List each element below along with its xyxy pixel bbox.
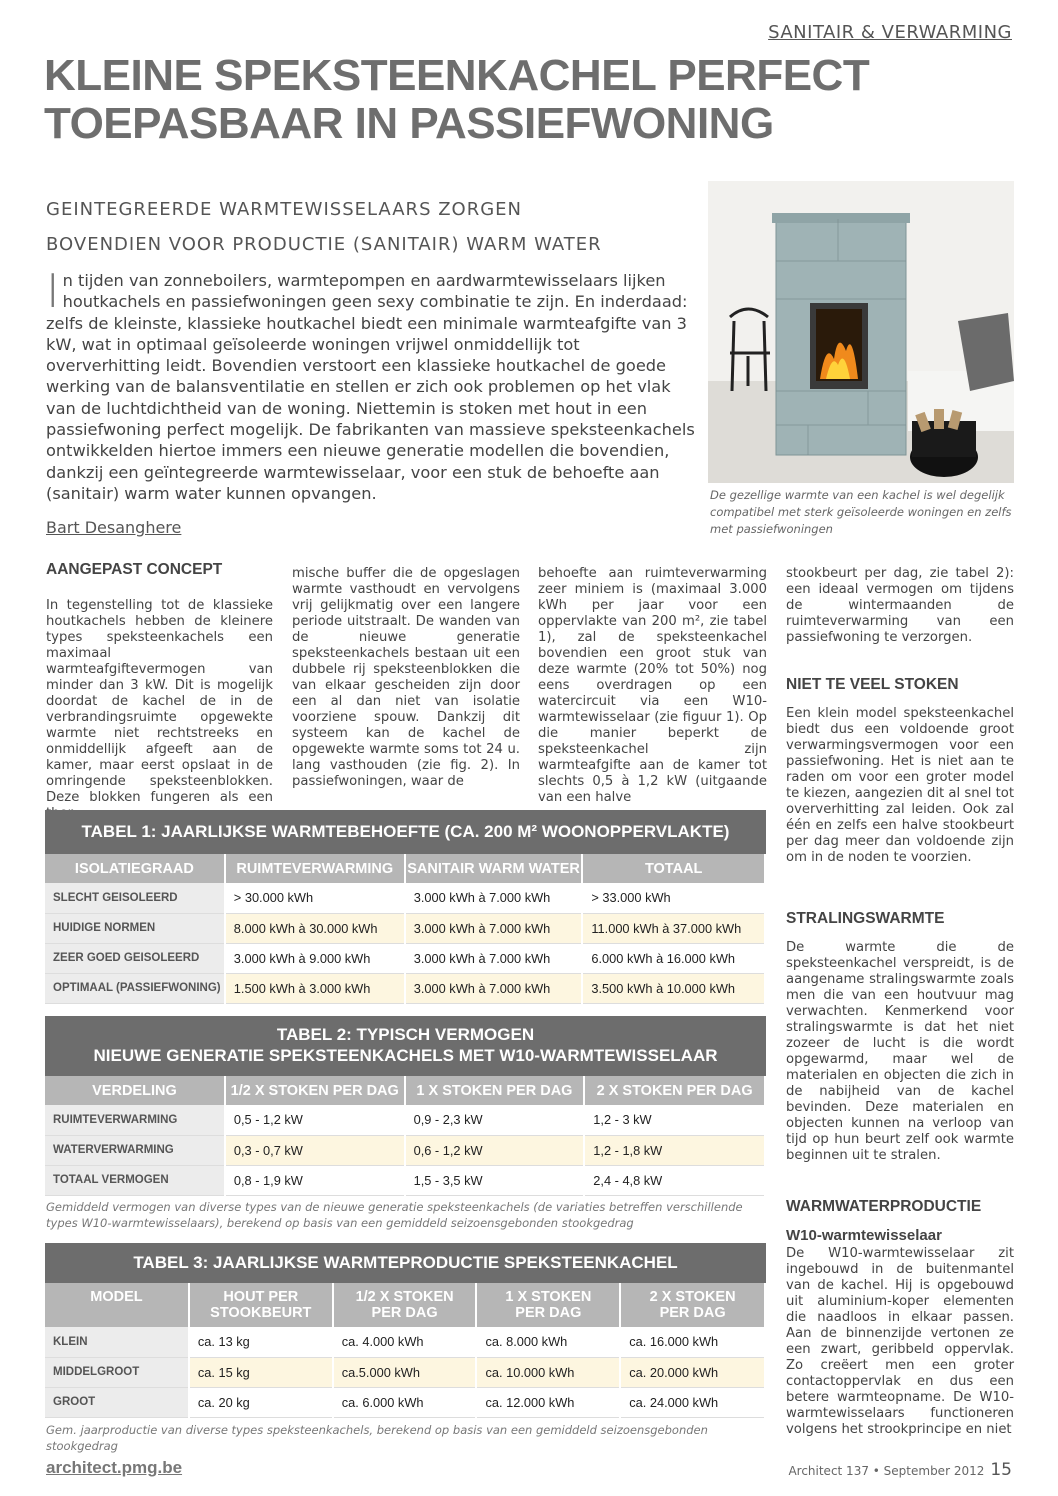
table-cell: 3.000 kWh à 7.000 kWh — [405, 883, 583, 913]
table-cell: ca. 6.000 kWh — [333, 1387, 477, 1417]
table-3-title: TABEL 3: JAARLIJKSE WARMTEPRODUCTIE SPEKSTEENKACHEL — [45, 1243, 766, 1283]
article-title — [44, 52, 944, 148]
table-2-title-line-2: NIEUWE GENERATIE SPEKSTEENKACHELS MET W10-WARMTEWISSELAAR — [93, 1046, 718, 1065]
table-2-header: 1/2 X STOKEN PER DAG — [225, 1076, 405, 1105]
table-cell: ca. 13 kg — [189, 1327, 333, 1357]
table-row — [45, 1135, 765, 1165]
table-cell: 3.000 kWh à 9.000 kWh — [225, 943, 405, 973]
table-row — [45, 1165, 765, 1195]
table-1-row-label: OPTIMAAL (PASSIEFWONING) — [45, 973, 225, 1003]
table-3-header-line: STOOKBEURT — [210, 1305, 312, 1321]
footer-url-link[interactable]: architect.pmg.be — [46, 1458, 183, 1477]
table-1-title: TABEL 1: JAARLIJKSE WARMTEBEHOEFTE (CA. 200 M² WOONOPPERVLAKTE) — [45, 810, 766, 854]
table-row — [45, 1327, 765, 1357]
column-4-intro: stookbeurt per dag, zie tabel 2): een ideaal vermogen om tijdens de wintermaanden de ruimteverwarming van een passiefwoning te verzorgen. — [786, 566, 1014, 645]
table-cell: ca. 4.000 kWh — [333, 1327, 477, 1357]
table-3-row-label: MIDDELGROOT — [45, 1357, 189, 1387]
table-3-row-label: GROOT — [45, 1387, 189, 1417]
table-row — [45, 883, 765, 913]
table-3 — [45, 1243, 766, 1418]
heading-stralingswarmte: STRALINGSWARMTE — [786, 910, 945, 927]
table-1-header: ISOLATIEGRAAD — [45, 854, 225, 883]
table-cell: 1,5 - 3,5 kW — [405, 1165, 585, 1195]
drop-cap: I — [46, 264, 60, 318]
table-row — [45, 973, 765, 1003]
table-2-title-line-1: TABEL 2: TYPISCH VERMOGEN — [276, 1025, 535, 1044]
table-2-row-label: TOTAAL VERMOGEN — [45, 1165, 225, 1195]
table-cell: ca. 8.000 kWh — [476, 1327, 620, 1357]
table-3-header-line: 1 X STOKEN — [505, 1289, 592, 1305]
table-3-header-line: PER DAG — [515, 1305, 582, 1321]
footer-issue-text: Architect 137 • September 2012 — [788, 1464, 985, 1478]
table-2-header: 2 X STOKEN PER DAG — [584, 1076, 765, 1105]
table-2-title — [45, 1016, 766, 1076]
table-2-row-label: RUIMTEVERWARMING — [45, 1105, 225, 1135]
table-1-row-label: SLECHT GEISOLEERD — [45, 883, 225, 913]
table-2 — [45, 1016, 766, 1196]
subtitle-line-1: GEINTEGREERDE WARMTEWISSELAARS ZORGEN — [46, 199, 523, 220]
stove-illustration — [708, 181, 1014, 483]
heading-niet-te-veel-stoken: NIET TE VEEL STOKEN — [786, 676, 959, 693]
section-tag: SANITAIR & VERWARMING — [768, 22, 1012, 43]
table-1 — [45, 810, 766, 1004]
heading-warmwaterproductie: WARMWATERPRODUCTIE — [786, 1198, 982, 1215]
table-3-header-line: 2 X STOKEN — [649, 1289, 736, 1305]
table-cell: ca.5.000 kWh — [333, 1357, 477, 1387]
table-1-row-label: ZEER GOED GEISOLEERD — [45, 943, 225, 973]
table-2-row-label: WATERVERWARMING — [45, 1135, 225, 1165]
table-cell: 0,8 - 1,9 kW — [225, 1165, 405, 1195]
table-cell: ca. 24.000 kWh — [620, 1387, 765, 1417]
stove-photo — [708, 181, 1014, 483]
table-cell: 0,6 - 1,2 kW — [405, 1135, 585, 1165]
table-row — [45, 1387, 765, 1417]
table-cell: ca. 20 kg — [189, 1387, 333, 1417]
table-cell: ca. 20.000 kWh — [620, 1357, 765, 1387]
table-cell: 3.000 kWh à 7.000 kWh — [405, 973, 583, 1003]
title-line-1: KLEINE SPEKSTEENKACHEL PERFECT — [44, 51, 870, 100]
table-cell: 1.500 kWh à 3.000 kWh — [225, 973, 405, 1003]
table-3-header — [620, 1283, 765, 1327]
footer-issue — [788, 1460, 1012, 1480]
table-row — [45, 1357, 765, 1387]
heading-aangepast-concept: AANGEPAST CONCEPT — [46, 561, 223, 578]
table-cell: 3.000 kWh à 7.000 kWh — [405, 913, 583, 943]
table-1-header: SANITAIR WARM WATER — [405, 854, 583, 883]
table-1-header: TOTAAL — [582, 854, 765, 883]
table-cell: 3.500 kWh à 10.000 kWh — [582, 973, 765, 1003]
column-1-text: In tegenstelling tot de klassieke houtkachels hebben de kleinere types speksteenkachels een maximaal warmteafgiftevermogen van minder dan 3 kW. Dit is mogelijk doordat de kachel de in de verbrandingsruimte opgewekte warmte niet rechtstreeks en onmiddellijk afgeeft aan de kamer, maar eerst opslaat in de omringende speksteenblokken. Deze blokken fungeren als een — [46, 598, 273, 805]
table-cell: 8.000 kWh à 30.000 kWh — [225, 913, 405, 943]
table-1-grid — [45, 854, 766, 1004]
table-row — [45, 943, 765, 973]
table-cell: ca. 15 kg — [189, 1357, 333, 1387]
table-cell: 0,9 - 2,3 kW — [405, 1105, 585, 1135]
table-3-header — [45, 1283, 189, 1327]
table-cell: 3.000 kWh à 7.000 kWh — [405, 943, 583, 973]
column-3-text: behoefte aan ruimteverwarming zeer miniem is (maximaal 3.000 kWh per jaar voor een oppervlakte van 200 m², zie tabel 1), zal de speksteenkachel bovendien een groot stuk van deze warmte (20% tot 50%) nog eens overdragen op een watercircuit via een W10-warmtewisselaar (zie figuur 1). Op die manier beperkt de speksteenkachel zijn warmteafgifte aan de kamer tot slechts 0,5 à 1,2 kW (uitgaande van een halve — [538, 566, 767, 805]
table-2-note: Gemiddeld vermogen van diverse types van de nieuwe generatie speksteenkachels (de variaties betreffen verschillende types W10-warmtewisselaars), berekend op basis van een gemiddeld seizoensgebonden stookgedrag — [46, 1200, 743, 1230]
table-cell: 1,2 - 3 kW — [584, 1105, 765, 1135]
table-cell: ca. 10.000 kWh — [476, 1357, 620, 1387]
table-3-header — [333, 1283, 477, 1327]
table-cell: 11.000 kWh à 37.000 kWh — [582, 913, 765, 943]
table-row — [45, 913, 765, 943]
table-1-header: RUIMTEVERWARMING — [225, 854, 405, 883]
table-2-grid — [45, 1076, 766, 1196]
table-3-header — [476, 1283, 620, 1327]
column-4-stoken-text: Een klein model speksteenkachel biedt dus een voldoende groot verwarmingsvermogen voor een passiefwoning. Het is niet aan te raden om voor een groter model te kiezen, aangezien dit al snel tot oververhitting zal leiden. Ook zal één en zelfs een halve stookbeurt per dag meer dan voldoende zijn om in de noden te voorzien. — [786, 706, 1014, 865]
table-3-header-line: 1/2 X STOKEN — [355, 1289, 454, 1305]
table-3-header-line: MODEL — [90, 1289, 143, 1305]
table-3-note: Gem. jaarproductie van diverse types speksteenkachels, berekend op basis van een gemiddeld seizoensgebonden stookgedrag — [46, 1423, 708, 1453]
table-cell: > 33.000 kWh — [582, 883, 765, 913]
table-3-header — [189, 1283, 333, 1327]
title-line-2: TOEPASBAAR IN PASSIEFWONING — [44, 99, 774, 148]
table-cell: ca. 16.000 kWh — [620, 1327, 765, 1357]
table-3-header-line: HOUT PER — [223, 1289, 299, 1305]
intro-text: n tijden van zonneboilers, warmtepompen en aardwarmtewisselaars lijken houtkachels en passiefwoningen geen sexy combinatie te zijn. En inderdaad: zelfs de kleinste, klassieke houtkachel biedt een minimale warmteafgifte van 3 kW, wat in optimaal geïsoleerde woningen vrijwel onmiddellijk tot oververhitting leidt. Bovendien verstoort een klassieke houtkachel de goede werking van de balansventilatie en stellen er zich ook problemen op het vlak van de luchtdichtheid van de woning. Niettemin is stoken met hout in een passiefwoning perfect mogelijk. De fabrikanten van massieve speksteenkachels ontwikkelden hiertoe immers een nieuwe generatie modellen die bovendien, dankzij een geïntegreerde warmtewisselaar, voor een stuk de behoefte aan (sanitair) warm water kunnen opvangen. — [46, 271, 695, 503]
author-byline[interactable]: Bart Desanghere — [46, 518, 182, 537]
table-2-header: VERDELING — [45, 1076, 225, 1105]
table-1-row-label: HUIDIGE NORMEN — [45, 913, 225, 943]
page-number: 15 — [990, 1460, 1012, 1480]
table-3-grid — [45, 1283, 766, 1418]
column-4-straling-text: De warmte die de speksteenkachel verspreidt, is de aangename stralingswarmte zoals men die van een houtvuur mag verwachten. Kenmerkend voor stralingswarmte is dat het niet zozeer de lucht is die wordt opgewarmd, maar wel de materialen en objecten die zich in de nabijheid van de kachel bevinden. Deze materialen en objecten kunnen na verloop van tijd op hun beurt zelf ook warmte beginnen uit te stralen. — [786, 940, 1014, 1163]
table-cell: 0,5 - 1,2 kW — [225, 1105, 405, 1135]
subtitle-line-2: BOVENDIEN VOOR PRODUCTIE (SANITAIR) WARM WATER — [46, 234, 602, 255]
table-cell: 0,3 - 0,7 kW — [225, 1135, 405, 1165]
column-2-text: mische buffer die de opgeslagen warmte vasthoudt en vervolgens vrij gelijkmatig over een langere periode uitstraalt. De wanden van de nieuwe generatie speksteenkachels bestaan uit een dubbele rij speksteenblokken die van elkaar gescheiden zijn door een al dan niet van isolatie voorziene spouw. Dankzij dit systeem kan de kachel de opgewekte warmte soms tot 24 u. lang vasthouden (zie fig. 2). In passiefwoningen, waar de — [292, 566, 520, 789]
table-cell: 1,2 - 1,8 kW — [584, 1135, 765, 1165]
table-2-header: 1 X STOKEN PER DAG — [405, 1076, 585, 1105]
table-row — [45, 1105, 765, 1135]
table-cell: 6.000 kWh à 16.000 kWh — [582, 943, 765, 973]
table-cell: ca. 12.000 kWh — [476, 1387, 620, 1417]
column-4-w10-text: De W10-warmtewisselaar zit ingebouwd in de buitenmantel van de kachel. Hij is opgebouwd uit aluminium-koper elementen die naadloos in elkaar passen. Aan de binnenzijde vertonen ze een zwart, geribbeld oppervlak. Zo creëert men een groter contactoppervlak en dus een betere warmteopname. De W10-warmtewisselaars functioneren volgens het strookprincipe en niet — [786, 1246, 1014, 1437]
table-3-header-line: PER DAG — [659, 1305, 726, 1321]
table-3-header-line: PER DAG — [371, 1305, 438, 1321]
table-cell: 2,4 - 4,8 kW — [584, 1165, 765, 1195]
table-cell: > 30.000 kWh — [225, 883, 405, 913]
photo-caption: De gezellige warmte van een kachel is wel degelijk compatibel met sterk geïsoleerde woningen en zelfs met passiefwoningen — [710, 488, 1012, 536]
intro-paragraph — [46, 264, 698, 504]
table-3-row-label: KLEIN — [45, 1327, 189, 1357]
heading-w10-warmtewisselaar: W10-warmtewisselaar — [786, 1227, 942, 1244]
